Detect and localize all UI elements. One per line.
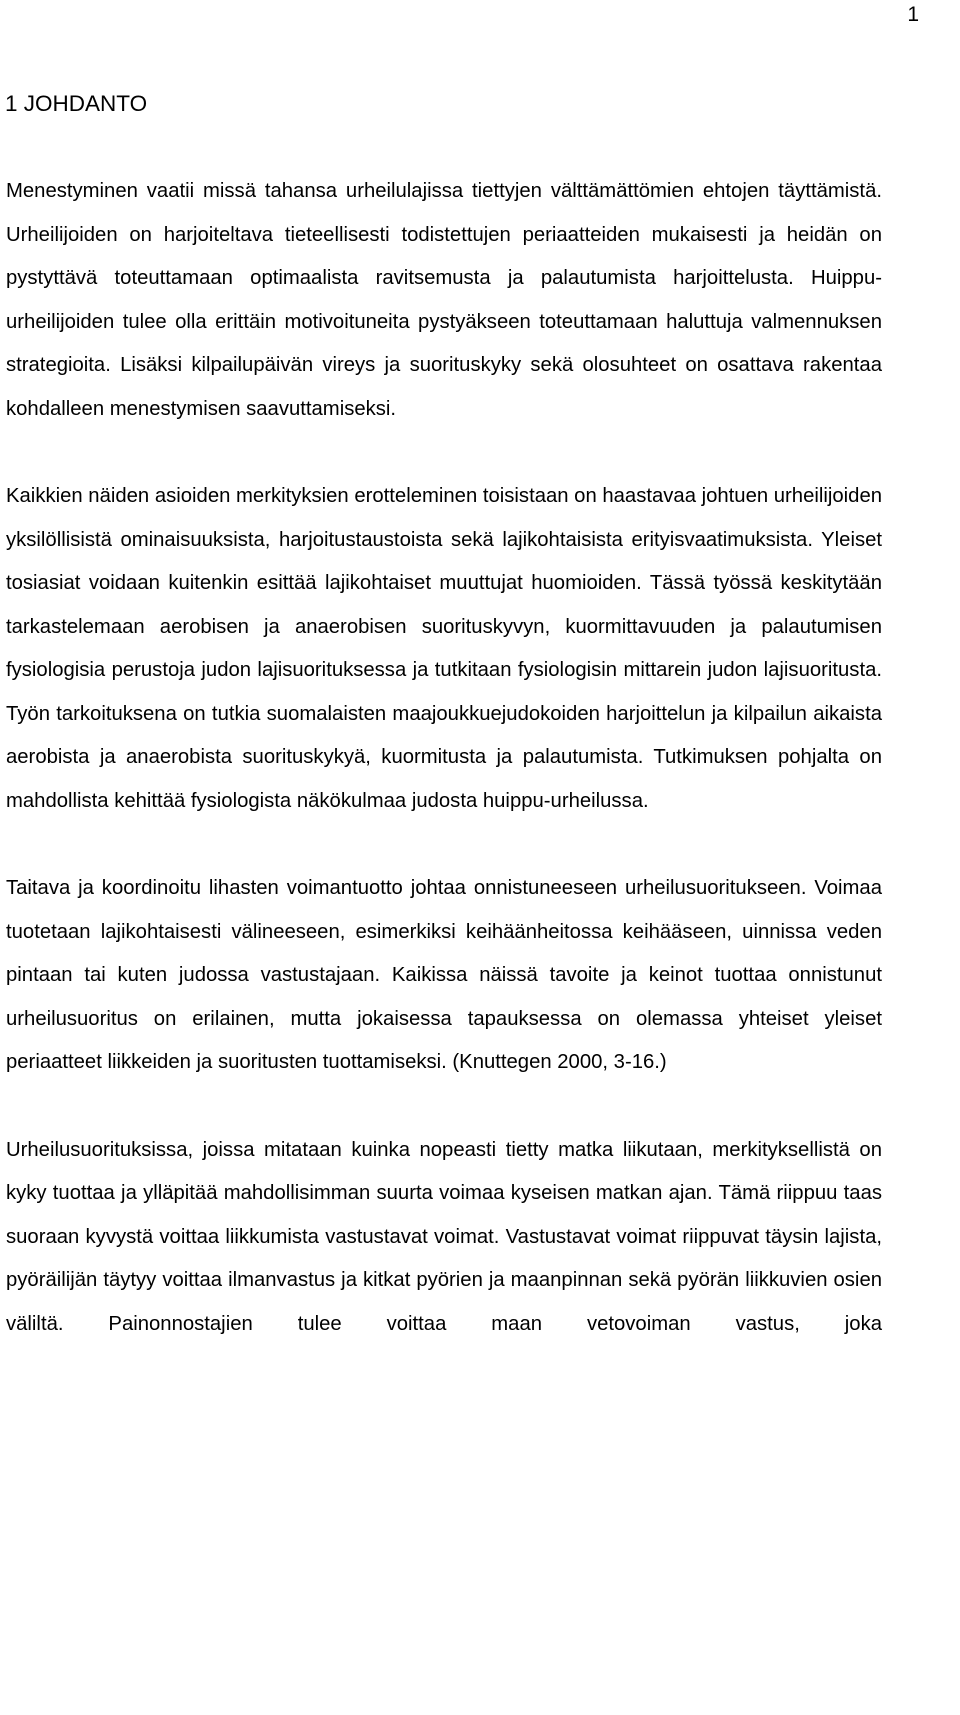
paragraph-intro: Menestyminen vaatii missä tahansa urheilulajissa tiettyjen välttämättömien ehtojen täyttämistä. Urheilijoiden on harjoiteltava tieteellisesti todistettujen periaatteiden mukaisesti ja heidän on pystyttävä toteuttamaan optimaalista ravitsemusta ja palautumista harjoittelusta. Huippu-urheilijoiden tulee olla erittäin motivoituneita pystyäkseen toteuttamaan haluttuja valmennuksen strategioita. Lisäksi kilpailupäivän vireys ja suorituskyky sekä olosuhteet on osattava rakentaa kohdalleen menestymisen saavuttamiseksi.	[6, 180, 882, 420]
chapter-heading: 1 JOHDANTO	[5, 91, 148, 116]
page-number: 1	[907, 3, 919, 26]
paragraph-force-production: Taitava ja koordinoitu lihasten voimantuotto johtaa onnistuneeseen urheilusuoritukseen. Voimaa tuotetaan lajikohtaisesti välineeseen, esimerkiksi keihäänheitossa keihääseen, uinnissa veden pintaan tai kuten judossa vastustajaan. Kaikissa näissä tavoite ja keinot tuottaa onnistunut urheilusuoritus on erilainen, mutta jokaisessa tapauksessa on olemassa yhteiset yleiset periaatteet liikkeiden ja suoritusten tuottamiseksi. (Knuttegen 2000, 3-16.)	[6, 877, 882, 1073]
paragraph-resisting-forces: Urheilusuorituksissa, joissa mitataan kuinka nopeasti tietty matka liikutaan, merkityksellistä on kyky tuottaa ja ylläpitää mahdollisimman suurta voimaa kyseisen matkan ajan. Tämä riippuu taas suoraan kyvystä voittaa liikkumista vastustavat voimat. Vastustavat voimat riippuvat täysin lajista, pyöräilijän täytyy voittaa ilmanvastus ja kitkat pyörien ja maanpinnan sekä pyörän liikkuvien osien väliltä. Painonnostajien tulee voittaa maan vetovoiman vastus, joka	[6, 1138, 882, 1335]
body-text	[6, 170, 882, 1346]
paragraph-scope: Kaikkien näiden asioiden merkityksien erotteleminen toisistaan on haastavaa johtuen urheilijoiden yksilöllisistä ominaisuuksista, harjoitustaustoista sekä lajikohtaisista erityisvaatimuksista. Yleiset tosiasiat voidaan kuitenkin esittää lajikohtaiset muuttujat huomioiden. Tässä työssä keskitytään tarkastelemaan aerobisen ja anaerobisen suorituskyvyn, kuormittavuuden ja palautumisen fysiologisia perustoja judon lajisuorituksessa ja tutkitaan fysiologisin mittarein judon lajisuoritusta. Työn tarkoituksena on tutkia suomalaisten maajoukkuejudokoiden harjoittelun ja kilpailun aikaista aerobista ja anaerobista suorituskykyä, kuormitusta ja palautumista. Tutkimuksen pohjalta on mahdollista kehittää fysiologista näkökulmaa judosta huippu-urheilussa.	[6, 485, 883, 812]
